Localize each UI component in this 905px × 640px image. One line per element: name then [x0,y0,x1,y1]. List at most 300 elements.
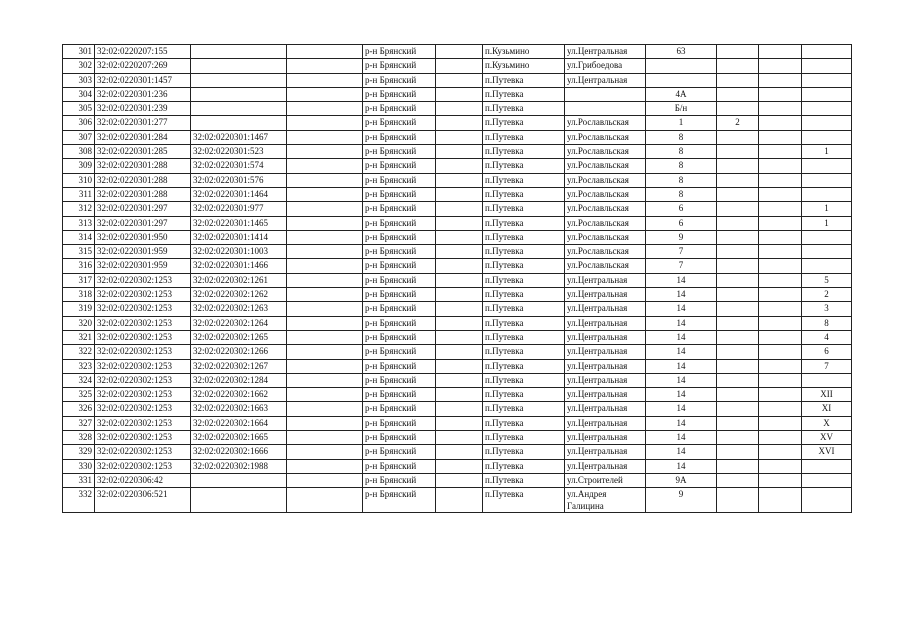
house-number-cell [646,59,717,73]
row-number-cell: 301 [63,45,95,59]
empty-cell [436,245,483,259]
street-cell: ул.Рославльская [565,145,646,159]
linked-cadastral-number-cell: 32:02:0220302:1261 [191,273,287,287]
street-cell: ул.Рославльская [565,230,646,244]
apartment-number-cell: XI [802,402,852,416]
building-number-cell [717,316,759,330]
district-cell: р-н Брянский [363,87,436,101]
building-number-cell [717,373,759,387]
empty-cell [287,87,363,101]
row-number-cell: 314 [63,230,95,244]
settlement-cell: п.Путевка [483,230,565,244]
cadastral-number-cell: 32:02:0220302:1253 [95,345,191,359]
apartment-number-cell [802,373,852,387]
empty-cell [287,73,363,87]
apartment-number-cell: XII [802,388,852,402]
house-number-cell: Б/н [646,102,717,116]
building-number-cell [717,345,759,359]
settlement-cell: п.Путевка [483,173,565,187]
cadastral-number-cell: 32:02:0220301:288 [95,187,191,201]
table-row [63,402,852,416]
empty-cell [287,59,363,73]
table-row [63,273,852,287]
row-number-cell: 325 [63,388,95,402]
table-row [63,102,852,116]
building-number-cell [717,288,759,302]
linked-cadastral-number-cell: 32:02:0220302:1266 [191,345,287,359]
street-cell: ул.Центральная [565,288,646,302]
building-number-cell [717,416,759,430]
table-row [63,230,852,244]
street-cell: ул.Центральная [565,459,646,473]
apartment-number-cell: 5 [802,273,852,287]
row-number-cell: 320 [63,316,95,330]
cadastral-number-cell: 32:02:0220302:1253 [95,445,191,459]
cadastral-number-cell: 32:02:0220306:42 [95,473,191,487]
empty-cell [287,216,363,230]
building-number-cell [717,159,759,173]
cadastral-number-cell: 32:02:0220301:284 [95,130,191,144]
empty-cell [759,116,802,130]
house-number-cell: 6 [646,202,717,216]
building-number-cell [717,173,759,187]
linked-cadastral-number-cell: 32:02:0220302:1265 [191,330,287,344]
linked-cadastral-number-cell: 32:02:0220302:1263 [191,302,287,316]
street-cell: ул.Центральная [565,302,646,316]
empty-cell [759,216,802,230]
house-number-cell: 63 [646,45,717,59]
table-row [63,388,852,402]
apartment-number-cell [802,230,852,244]
cadastral-number-cell: 32:02:0220207:269 [95,59,191,73]
empty-cell [287,445,363,459]
settlement-cell: п.Путевка [483,402,565,416]
cadastral-number-cell: 32:02:0220302:1253 [95,402,191,416]
cadastral-number-cell: 32:02:0220302:1253 [95,316,191,330]
empty-cell [287,130,363,144]
district-cell: р-н Брянский [363,230,436,244]
linked-cadastral-number-cell [191,87,287,101]
linked-cadastral-number-cell: 32:02:0220301:576 [191,173,287,187]
house-number-cell: 1 [646,116,717,130]
district-cell: р-н Брянский [363,59,436,73]
table-row [63,345,852,359]
street-cell: ул.Рославльская [565,202,646,216]
empty-cell [759,159,802,173]
empty-cell [759,130,802,144]
empty-cell [759,288,802,302]
settlement-cell: п.Путевка [483,245,565,259]
apartment-number-cell: 8 [802,316,852,330]
empty-cell [759,402,802,416]
table-row [63,73,852,87]
house-number-cell: 8 [646,145,717,159]
empty-cell [436,445,483,459]
settlement-cell: п.Путевка [483,130,565,144]
building-number-cell [717,145,759,159]
district-cell: р-н Брянский [363,45,436,59]
house-number-cell: 14 [646,373,717,387]
settlement-cell: п.Путевка [483,330,565,344]
table-row [63,330,852,344]
settlement-cell: п.Путевка [483,316,565,330]
district-cell: р-н Брянский [363,431,436,445]
cadastral-number-cell: 32:02:0220302:1253 [95,302,191,316]
empty-cell [436,45,483,59]
district-cell: р-н Брянский [363,245,436,259]
cadastral-number-cell: 32:02:0220301:950 [95,230,191,244]
linked-cadastral-number-cell: 32:02:0220302:1262 [191,288,287,302]
empty-cell [436,459,483,473]
cadastral-number-cell: 32:02:0220301:277 [95,116,191,130]
building-number-cell [717,402,759,416]
house-number-cell [646,73,717,87]
empty-cell [287,302,363,316]
apartment-number-cell [802,473,852,487]
street-cell: ул.Рославльская [565,187,646,201]
row-number-cell: 309 [63,159,95,173]
empty-cell [436,345,483,359]
apartment-number-cell [802,159,852,173]
empty-cell [287,245,363,259]
empty-cell [436,473,483,487]
district-cell: р-н Брянский [363,273,436,287]
row-number-cell: 311 [63,187,95,201]
apartment-number-cell [802,488,852,513]
settlement-cell: п.Путевка [483,445,565,459]
empty-cell [759,416,802,430]
street-cell [565,102,646,116]
row-number-cell: 313 [63,216,95,230]
row-number-cell: 316 [63,259,95,273]
empty-cell [759,359,802,373]
district-cell: р-н Брянский [363,402,436,416]
house-number-cell: 9 [646,488,717,513]
street-cell: ул.Центральная [565,359,646,373]
building-number-cell [717,273,759,287]
empty-cell [436,230,483,244]
empty-cell [287,488,363,513]
table-row [63,145,852,159]
street-cell: ул.Центральная [565,330,646,344]
street-cell: ул.Центральная [565,416,646,430]
empty-cell [759,259,802,273]
apartment-number-cell [802,187,852,201]
empty-cell [436,216,483,230]
settlement-cell: п.Кузьмино [483,59,565,73]
empty-cell [436,187,483,201]
empty-cell [287,273,363,287]
linked-cadastral-number-cell [191,488,287,513]
house-number-cell: 14 [646,273,717,287]
apartment-number-cell: 1 [802,202,852,216]
district-cell: р-н Брянский [363,216,436,230]
empty-cell [287,202,363,216]
building-number-cell [717,488,759,513]
table-row [63,416,852,430]
cadastral-number-cell: 32:02:0220302:1253 [95,330,191,344]
cadastral-number-cell: 32:02:0220301:297 [95,216,191,230]
table-row [63,173,852,187]
empty-cell [759,202,802,216]
linked-cadastral-number-cell: 32:02:0220302:1666 [191,445,287,459]
empty-cell [287,145,363,159]
row-number-cell: 310 [63,173,95,187]
settlement-cell: п.Путевка [483,145,565,159]
row-number-cell: 305 [63,102,95,116]
house-number-cell: 14 [646,288,717,302]
table-body [63,45,852,513]
row-number-cell: 332 [63,488,95,513]
district-cell: р-н Брянский [363,330,436,344]
district-cell: р-н Брянский [363,130,436,144]
empty-cell [759,330,802,344]
empty-cell [436,73,483,87]
empty-cell [759,316,802,330]
empty-cell [759,245,802,259]
empty-cell [436,388,483,402]
house-number-cell: 14 [646,345,717,359]
empty-cell [287,316,363,330]
linked-cadastral-number-cell: 32:02:0220301:977 [191,202,287,216]
empty-cell [759,459,802,473]
street-cell: ул.Строителей [565,473,646,487]
apartment-number-cell: 7 [802,359,852,373]
house-number-cell: 14 [646,416,717,430]
linked-cadastral-number-cell: 32:02:0220301:1003 [191,245,287,259]
building-number-cell [717,230,759,244]
linked-cadastral-number-cell [191,102,287,116]
house-number-cell: 14 [646,431,717,445]
linked-cadastral-number-cell: 32:02:0220302:1662 [191,388,287,402]
empty-cell [436,159,483,173]
apartment-number-cell [802,245,852,259]
street-cell: ул.Центральная [565,45,646,59]
linked-cadastral-number-cell [191,473,287,487]
house-number-cell: 6 [646,216,717,230]
empty-cell [759,345,802,359]
settlement-cell: п.Путевка [483,488,565,513]
house-number-cell: 7 [646,245,717,259]
row-number-cell: 319 [63,302,95,316]
building-number-cell [717,87,759,101]
apartment-number-cell [802,116,852,130]
empty-cell [287,173,363,187]
apartment-number-cell [802,102,852,116]
building-number-cell [717,202,759,216]
table-row [63,59,852,73]
apartment-number-cell [802,130,852,144]
empty-cell [436,130,483,144]
table-row [63,87,852,101]
linked-cadastral-number-cell: 32:02:0220301:1467 [191,130,287,144]
table-row [63,45,852,59]
street-cell: ул.Центральная [565,273,646,287]
linked-cadastral-number-cell: 32:02:0220302:1264 [191,316,287,330]
building-number-cell [717,302,759,316]
row-number-cell: 317 [63,273,95,287]
house-number-cell: 8 [646,130,717,144]
empty-cell [436,59,483,73]
settlement-cell: п.Путевка [483,345,565,359]
apartment-number-cell: 1 [802,216,852,230]
empty-cell [287,373,363,387]
table-row [63,116,852,130]
empty-cell [759,488,802,513]
house-number-cell: 14 [646,330,717,344]
building-number-cell [717,445,759,459]
cadastral-number-cell: 32:02:0220301:239 [95,102,191,116]
building-number-cell: 2 [717,116,759,130]
table-row [63,202,852,216]
house-number-cell: 7 [646,259,717,273]
settlement-cell: п.Путевка [483,273,565,287]
apartment-number-cell: 1 [802,145,852,159]
row-number-cell: 326 [63,402,95,416]
settlement-cell: п.Путевка [483,259,565,273]
district-cell: р-н Брянский [363,316,436,330]
street-cell: ул.Центральная [565,345,646,359]
empty-cell [287,116,363,130]
table-row [63,187,852,201]
settlement-cell: п.Путевка [483,159,565,173]
empty-cell [436,416,483,430]
house-number-cell: 14 [646,316,717,330]
empty-cell [436,488,483,513]
linked-cadastral-number-cell: 32:02:0220301:523 [191,145,287,159]
apartment-number-cell: XV [802,431,852,445]
street-cell: ул.Рославльская [565,245,646,259]
linked-cadastral-number-cell [191,73,287,87]
row-number-cell: 308 [63,145,95,159]
linked-cadastral-number-cell: 32:02:0220302:1665 [191,431,287,445]
empty-cell [759,73,802,87]
district-cell: р-н Брянский [363,473,436,487]
table-row [63,359,852,373]
empty-cell [759,102,802,116]
table-row [63,445,852,459]
apartment-number-cell: 6 [802,345,852,359]
empty-cell [436,202,483,216]
building-number-cell [717,130,759,144]
house-number-cell: 14 [646,302,717,316]
empty-cell [436,145,483,159]
linked-cadastral-number-cell [191,59,287,73]
empty-cell [759,273,802,287]
empty-cell [436,87,483,101]
settlement-cell: п.Путевка [483,202,565,216]
district-cell: р-н Брянский [363,73,436,87]
empty-cell [436,288,483,302]
building-number-cell [717,102,759,116]
empty-cell [287,187,363,201]
empty-cell [436,302,483,316]
table-row [63,488,852,513]
apartment-number-cell [802,173,852,187]
linked-cadastral-number-cell: 32:02:0220301:1465 [191,216,287,230]
cadastral-number-cell: 32:02:0220302:1253 [95,388,191,402]
district-cell: р-н Брянский [363,187,436,201]
street-cell: ул.Центральная [565,388,646,402]
empty-cell [759,373,802,387]
house-number-cell: 8 [646,159,717,173]
building-number-cell [717,59,759,73]
empty-cell [759,388,802,402]
linked-cadastral-number-cell: 32:02:0220301:1464 [191,187,287,201]
cadastral-number-cell: 32:02:0220301:288 [95,159,191,173]
street-cell: ул.Центральная [565,402,646,416]
empty-cell [759,302,802,316]
apartment-number-cell [802,259,852,273]
house-number-cell: 8 [646,187,717,201]
table-row [63,288,852,302]
empty-cell [436,259,483,273]
table-row [63,130,852,144]
empty-cell [287,159,363,173]
row-number-cell: 328 [63,431,95,445]
table-row [63,431,852,445]
district-cell: р-н Брянский [363,202,436,216]
street-cell: ул.Рославльская [565,216,646,230]
building-number-cell [717,459,759,473]
empty-cell [759,45,802,59]
settlement-cell: п.Путевка [483,359,565,373]
empty-cell [759,173,802,187]
building-number-cell [717,431,759,445]
empty-cell [759,87,802,101]
building-number-cell [717,187,759,201]
district-cell: р-н Брянский [363,359,436,373]
linked-cadastral-number-cell: 32:02:0220302:1664 [191,416,287,430]
building-number-cell [717,473,759,487]
apartment-number-cell [802,87,852,101]
street-cell: ул.Рославльская [565,159,646,173]
empty-cell [759,445,802,459]
linked-cadastral-number-cell: 32:02:0220301:1414 [191,230,287,244]
document-page [62,44,852,513]
house-number-cell: 14 [646,459,717,473]
empty-cell [759,187,802,201]
house-number-cell: 8 [646,173,717,187]
cadastral-number-cell: 32:02:0220302:1253 [95,288,191,302]
linked-cadastral-number-cell [191,45,287,59]
table-row [63,302,852,316]
empty-cell [287,402,363,416]
empty-cell [287,359,363,373]
empty-cell [287,259,363,273]
settlement-cell: п.Путевка [483,87,565,101]
cadastral-number-cell: 32:02:0220301:1457 [95,73,191,87]
row-number-cell: 307 [63,130,95,144]
district-cell: р-н Брянский [363,416,436,430]
linked-cadastral-number-cell: 32:02:0220302:1988 [191,459,287,473]
row-number-cell: 321 [63,330,95,344]
district-cell: р-н Брянский [363,116,436,130]
table-row [63,159,852,173]
empty-cell [287,459,363,473]
apartment-number-cell: 4 [802,330,852,344]
street-cell: ул.Рославльская [565,259,646,273]
row-number-cell: 318 [63,288,95,302]
district-cell: р-н Брянский [363,259,436,273]
house-number-cell: 14 [646,359,717,373]
street-cell: ул.Центральная [565,316,646,330]
district-cell: р-н Брянский [363,173,436,187]
building-number-cell [717,359,759,373]
empty-cell [436,359,483,373]
empty-cell [287,416,363,430]
house-number-cell: 14 [646,388,717,402]
